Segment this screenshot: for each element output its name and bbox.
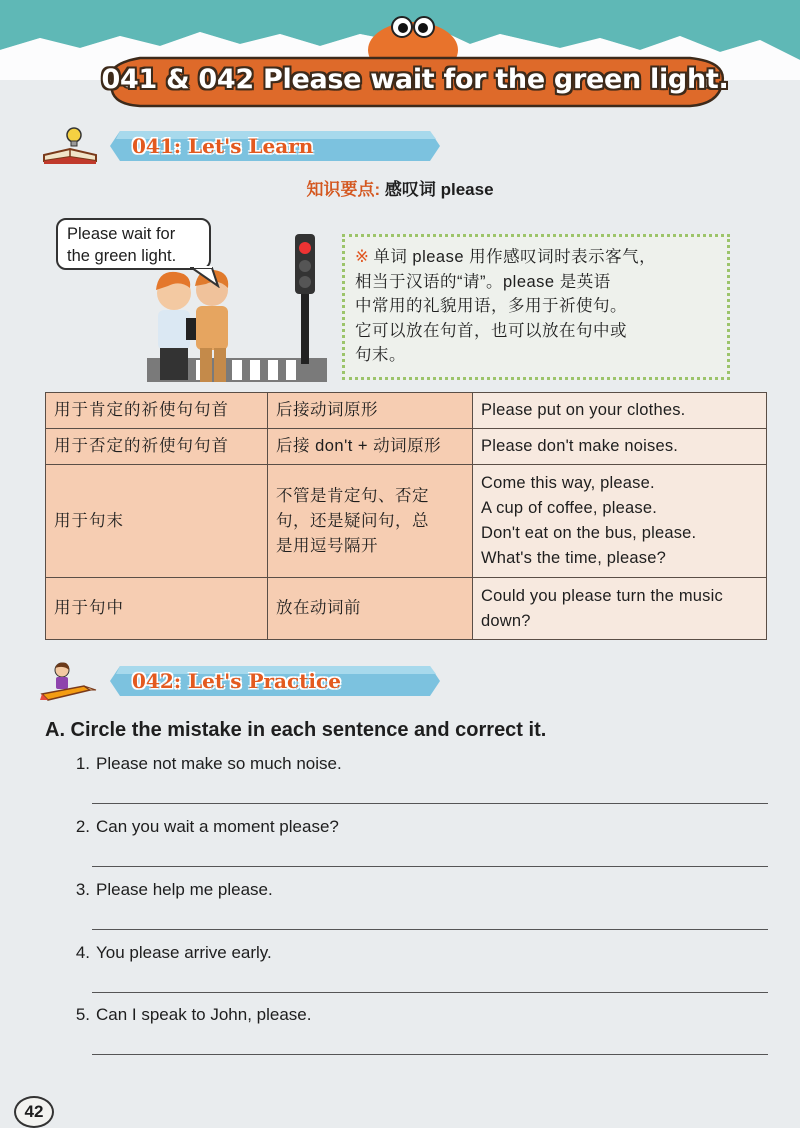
usage-cell: 用于否定的祈使句句首 <box>46 429 268 465</box>
usage-cell: 用于句中 <box>46 578 268 640</box>
key-point-label: 知识要点: <box>306 180 381 199</box>
answer-line[interactable] <box>92 929 768 930</box>
answer-line[interactable] <box>92 866 768 867</box>
example-text: Please don't make noises. <box>481 437 679 455</box>
example-cell <box>473 578 767 640</box>
example-text: A cup of coffee, please. <box>481 499 658 517</box>
question-text: Please not make so much noise. <box>96 754 342 773</box>
table-row <box>46 429 767 465</box>
question-number: 3. <box>75 880 90 899</box>
question-text: You please arrive early. <box>96 943 272 962</box>
usage-cell: 用于肯定的祈使句句首 <box>46 393 268 429</box>
question-item <box>66 1005 776 1025</box>
key-point <box>0 175 800 200</box>
example-text: Don't eat on the bus, please. <box>481 524 697 542</box>
rule-cell <box>268 393 473 429</box>
example-text: What's the time, please? <box>481 549 666 567</box>
question-text: Can you wait a moment please? <box>96 817 339 836</box>
page-header <box>0 0 800 125</box>
section-header-practice <box>40 660 420 702</box>
rule-cell <box>268 465 473 578</box>
page-number: 42 <box>14 1096 54 1128</box>
question-number: 2. <box>75 817 90 836</box>
question-text: Can I speak to John, please. <box>96 1005 312 1024</box>
table-row <box>46 578 767 640</box>
example-cell <box>473 429 767 465</box>
table-row <box>46 465 767 578</box>
usage-cell: 用于句末 <box>46 465 268 578</box>
title-banner <box>100 52 730 108</box>
example-cell <box>473 393 767 429</box>
note-text: 单词 please 用作感叹词时表示客气， 相当于汉语的“请”。please 是英语 中常用的礼貌用语，多用于祈使句。 它可以放在句首，也可以放在句中或 句末。 <box>355 248 657 364</box>
rule-text: 后接动词原形 <box>276 401 378 419</box>
usage-table <box>45 392 767 640</box>
question-item <box>66 817 776 837</box>
speech-bubble-tail <box>190 266 220 288</box>
example-cell <box>473 465 767 578</box>
question-number: 5. <box>75 1005 90 1024</box>
note-mark: ※ <box>355 248 370 266</box>
question-item <box>66 943 776 963</box>
pencil-kid-icon <box>40 660 100 702</box>
key-point-text: 感叹词 please <box>384 180 494 199</box>
answer-line[interactable] <box>92 803 768 804</box>
example-text: Please put on your clothes. <box>481 401 686 419</box>
grammar-note <box>342 234 730 380</box>
section-title-practice: 042: Let's Practice <box>132 669 341 693</box>
question-item <box>66 754 776 774</box>
rule-text: 放在动词前 <box>276 599 361 617</box>
example-text: Could you please turn the music down? <box>481 586 723 630</box>
section-header-learn <box>40 125 420 167</box>
question-number: 4. <box>75 943 90 962</box>
answer-line[interactable] <box>92 1054 768 1055</box>
rule-text: 不管是肯定句、否定 句，还是疑问句，总 是用逗号隔开 <box>276 486 429 555</box>
table-row <box>46 393 767 429</box>
example-text: Come this way, please. <box>481 474 655 492</box>
question-text: Please help me please. <box>96 880 273 899</box>
rule-cell <box>268 429 473 465</box>
rule-text: 后接 don't + 动词原形 <box>276 437 442 455</box>
book-lightbulb-icon <box>40 125 100 167</box>
answer-line[interactable] <box>92 992 768 993</box>
exercise-instruction: A. Circle the mistake in each sentence and correct it. <box>45 719 547 741</box>
page-title: 041 & 042 Please wait for the green light. <box>101 64 729 95</box>
question-item <box>66 880 776 900</box>
speech-bubble: Please wait for the green light. <box>56 218 211 270</box>
section-title-learn: 041: Let's Learn <box>132 134 314 158</box>
question-number: 1. <box>75 754 90 773</box>
rule-cell <box>268 578 473 640</box>
